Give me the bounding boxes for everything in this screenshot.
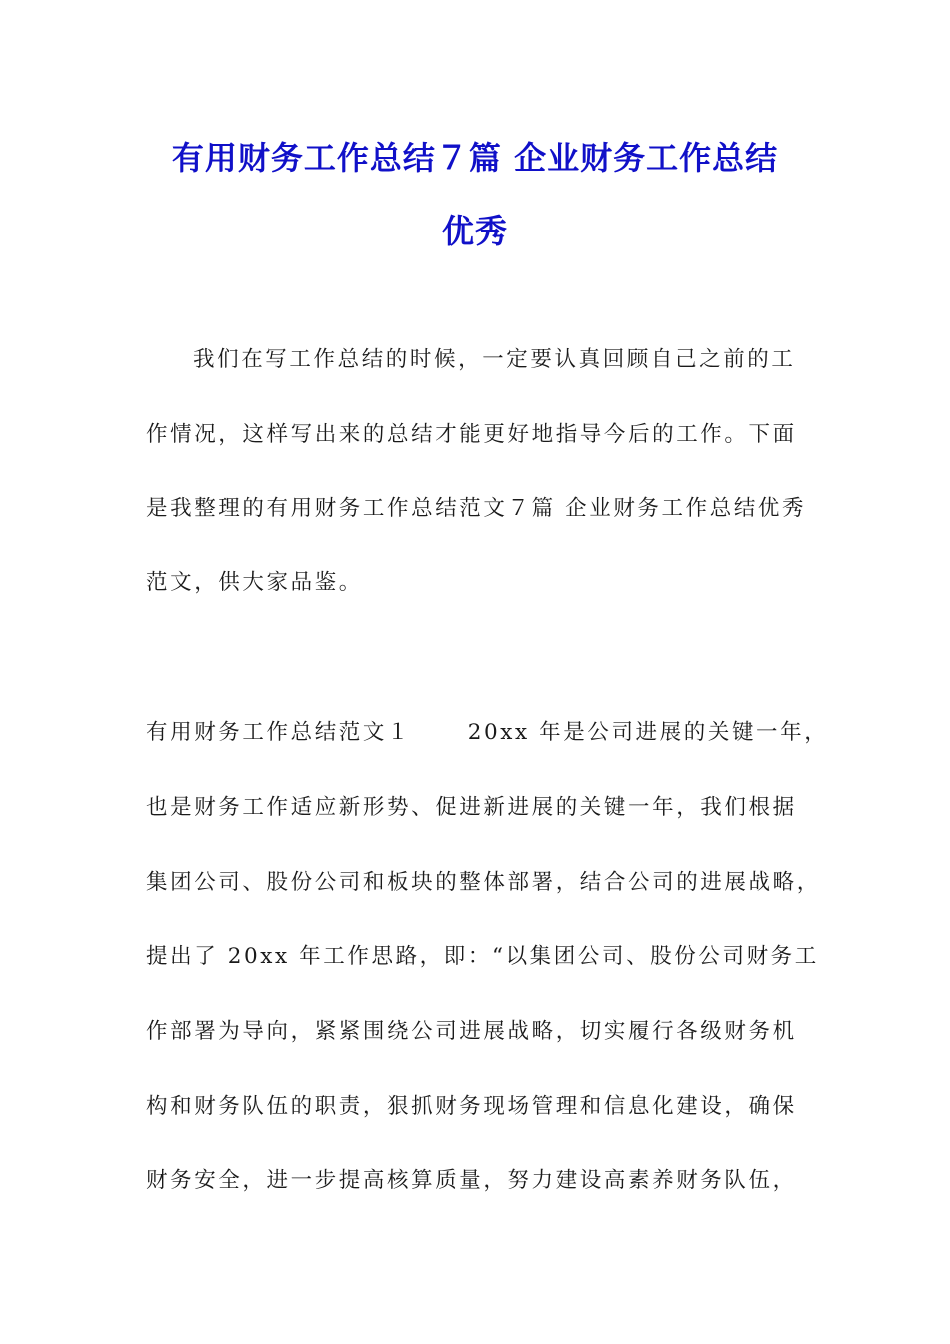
section-line-3: 集团公司、股份公司和板块的整体部署，结合公司的进展战略， xyxy=(146,870,821,895)
section-line-7: 财务安全，进一步提高核算质量，努力建设高素养财务队伍， xyxy=(146,1168,797,1193)
section-line-2: 也是财务工作适应新形势、促进新进展的关键一年，我们根据 xyxy=(146,795,797,820)
intro-line-3: 是我整理的有用财务工作总结范文７篇 企业财务工作总结优秀 xyxy=(146,496,807,521)
intro-line-4: 范文，供大家品鉴。 xyxy=(146,570,363,595)
document-title-line-2: 优秀 xyxy=(441,212,508,250)
section-line-4: 提出了 20xx 年工作思路，即：“以集团公司、股份公司财务工 xyxy=(146,944,819,969)
document-title-line-1: 有用财务工作总结７篇 企业财务工作总结 xyxy=(171,139,779,177)
section-line-1: 有用财务工作总结范文１ 20xx 年是公司进展的关键一年， xyxy=(146,720,829,745)
section-line-6: 构和财务队伍的职责，狠抓财务现场管理和信息化建设，确保 xyxy=(146,1094,797,1119)
section-line-5: 作部署为导向，紧紧围绕公司进展战略，切实履行各级财务机 xyxy=(146,1019,797,1044)
intro-line-1: 我们在写工作总结的时候，一定要认真回顾自己之前的工 xyxy=(193,347,796,372)
intro-line-2: 作情况，这样写出来的总结才能更好地指导今后的工作。下面 xyxy=(146,422,797,447)
